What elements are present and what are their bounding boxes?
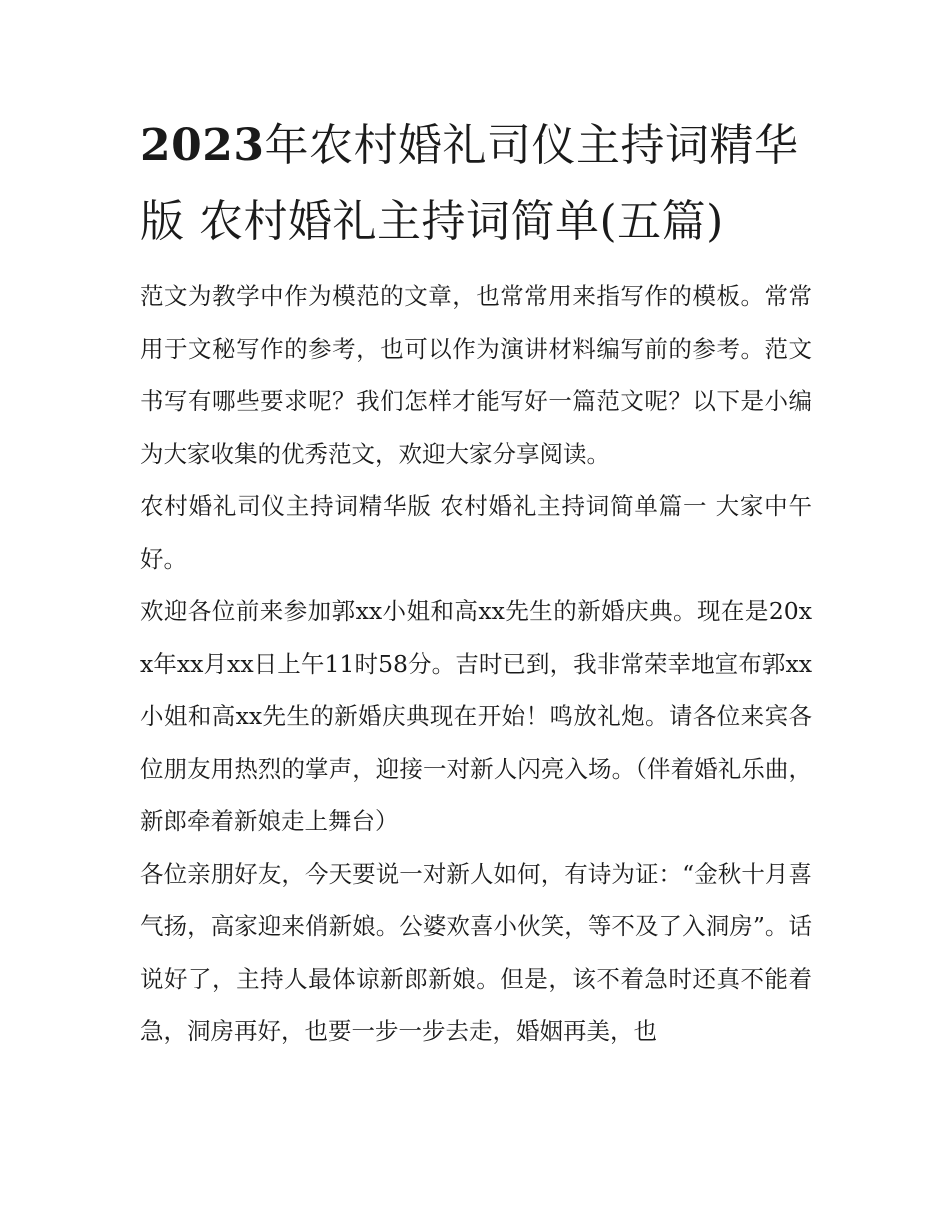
paragraph-welcome: 欢迎各位前来参加郭xx小姐和高xx先生的新婚庆典。现在是20xx年xx月xx日上午11时58分。吉时已到，我非常荣幸地宣布郭xx小姐和高xx先生的新婚庆典现在开始！鸣放礼炮。请各位来宾各位朋友用热烈的掌声，迎接一对新人闪亮入场。（伴着婚礼乐曲，新郎牵着新娘走上舞台） (140, 597, 812, 835)
document-body (140, 270, 812, 1058)
document-title (140, 108, 812, 260)
title-year: 2023 (140, 120, 265, 171)
title-text: 年农村婚礼司仪主持词精华版 农村婚礼主持词简单(五篇) (140, 120, 799, 247)
document-page (140, 108, 812, 1058)
paragraph-intro: 范文为教学中作为模范的文章，也常常用来指写作的模板。常常用于文秘写作的参考，也可以作为演讲材料编写前的参考。范文书写有哪些要求呢？我们怎样才能写好一篇范文呢？以下是小编为大家收集的优秀范文，欢迎大家分享阅读。 (140, 282, 812, 468)
paragraph-poem: 各位亲朋好友，今天要说一对新人如何，有诗为证：“金秋十月喜气扬，高家迎来俏新娘。公婆欢喜小伙笑，等不及了入洞房”。话说好了，主持人最体谅新郎新娘。但是，该不着急时还真不能着急，洞房再好，也要一步一步去走，婚姻再美，也 (140, 859, 812, 1045)
paragraph-heading-section-one: 农村婚礼司仪主持词精华版 农村婚礼主持词简单篇一 大家中午好。 (140, 492, 812, 573)
